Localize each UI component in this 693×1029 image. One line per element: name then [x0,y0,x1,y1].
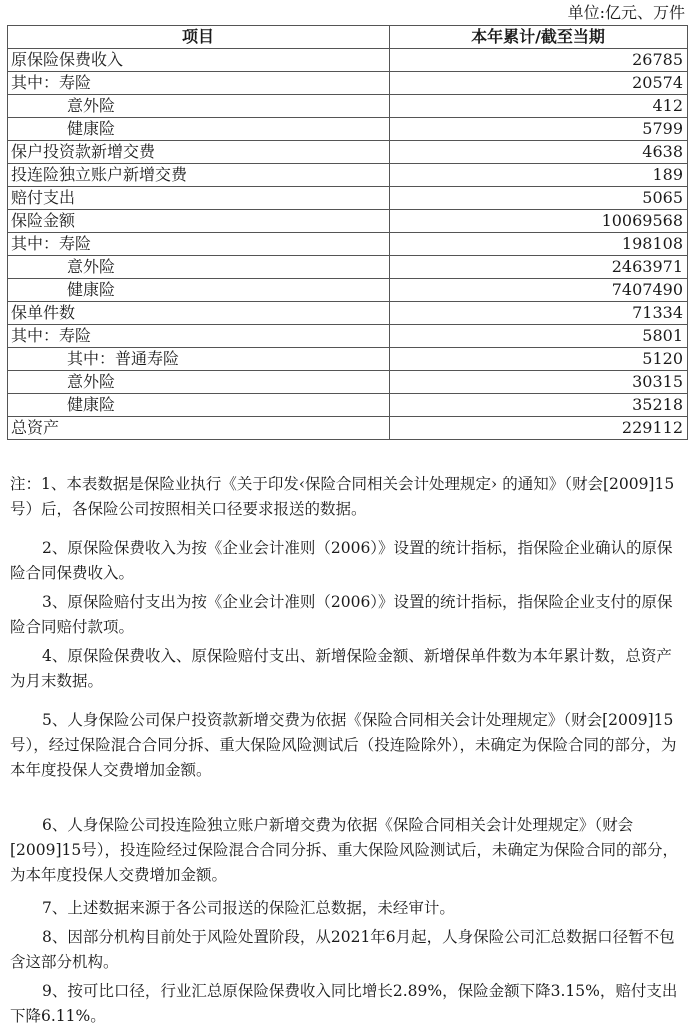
row-value: 7407490 [390,279,688,302]
row-label: 其中：寿险 [8,233,390,256]
row-value: 4638 [390,141,688,164]
table-row [8,279,688,302]
row-label: 保单件数 [8,302,390,325]
row-value: 198108 [390,233,688,256]
notes-section [10,472,686,1029]
table-row [8,325,688,348]
note-6: 6、人身保险公司投连险独立账户新增交费为依据《保险合同相关会计处理规定》（财会[2009]15号），投连险经过保险混合合同分拆、重大保险风险测试后，未确定为保险合同的部分，为本年度投保人交费增加金额。 [10,816,679,884]
row-label: 健康险 [8,279,390,302]
column-header-value: 本年累计/截至当期 [390,26,688,49]
table-row [8,371,688,394]
row-label: 原保险保费收入 [8,49,390,72]
table-row [8,417,688,440]
table-row [8,348,688,371]
row-value: 5801 [390,325,688,348]
table-row [8,302,688,325]
note-1: 注：1、本表数据是保险业执行《关于印发‹保险合同相关会计处理规定› 的通知》（财会[2009]15号）后，各保险公司按照相关口径要求报送的数据。 [10,475,675,518]
table-header-row [8,26,688,49]
table-row [8,49,688,72]
note-5: 5、人身保险公司保户投资款新增交费为依据《保险合同相关会计处理规定》（财会[2009]15号），经过保险混合合同分拆、重大保险风险测试后（投连险除外），未确定为保险合同的部分，为本年度投保人交费增加金额。 [10,711,677,779]
table-row [8,210,688,233]
table-row [8,164,688,187]
column-header-item: 项目 [8,26,390,49]
table-row [8,256,688,279]
row-value: 412 [390,95,688,118]
row-label: 其中：寿险 [8,72,390,95]
row-label: 意外险 [8,95,390,118]
row-label: 总资产 [8,417,390,440]
note-2: 2、原保险保费收入为按《企业会计准则（2006）》设置的统计指标，指保险企业确认的原保险合同保费收入。 [10,539,673,582]
row-label: 意外险 [8,371,390,394]
table-row [8,118,688,141]
note-7: 7、上述数据来源于各公司报送的保险汇总数据，未经审计。 [42,899,455,917]
table-row [8,141,688,164]
row-value: 20574 [390,72,688,95]
note-8: 8、因部分机构目前处于风险处置阶段，从2021年6月起，人身保险公司汇总数据口径暂不包含这部分机构。 [10,928,675,971]
table-row [8,95,688,118]
insurance-statistics-table [7,25,688,440]
row-label: 其中：普通寿险 [8,348,390,371]
row-value: 35218 [390,394,688,417]
note-3: 3、原保险赔付支出为按《企业会计准则（2006）》设置的统计指标，指保险企业支付的原保险合同赔付款项。 [10,593,673,636]
row-label: 保险金额 [8,210,390,233]
row-value: 26785 [390,49,688,72]
row-value: 5799 [390,118,688,141]
row-label: 其中：寿险 [8,325,390,348]
row-value: 189 [390,164,688,187]
table-row [8,72,688,95]
row-value: 10069568 [390,210,688,233]
row-label: 健康险 [8,394,390,417]
row-value: 5120 [390,348,688,371]
row-value: 229112 [390,417,688,440]
row-label: 保户投资款新增交费 [8,141,390,164]
row-value: 5065 [390,187,688,210]
row-label: 健康险 [8,118,390,141]
table-row [8,233,688,256]
note-4: 4、原保险保费收入、原保险赔付支出、新增保险金额、新增保单件数为本年累计数，总资产为月末数据。 [10,647,672,690]
row-label: 投连险独立账户新增交费 [8,164,390,187]
row-value: 2463971 [390,256,688,279]
row-value: 30315 [390,371,688,394]
row-label: 赔付支出 [8,187,390,210]
row-label: 意外险 [8,256,390,279]
unit-label: 单位:亿元、万件 [567,3,685,22]
row-value: 71334 [390,302,688,325]
table-row [8,394,688,417]
note-9: 9、按可比口径，行业汇总原保险保费收入同比增长2.89%，保险金额下降3.15%，赔付支出下降6.11%。 [10,982,678,1025]
table-row [8,187,688,210]
